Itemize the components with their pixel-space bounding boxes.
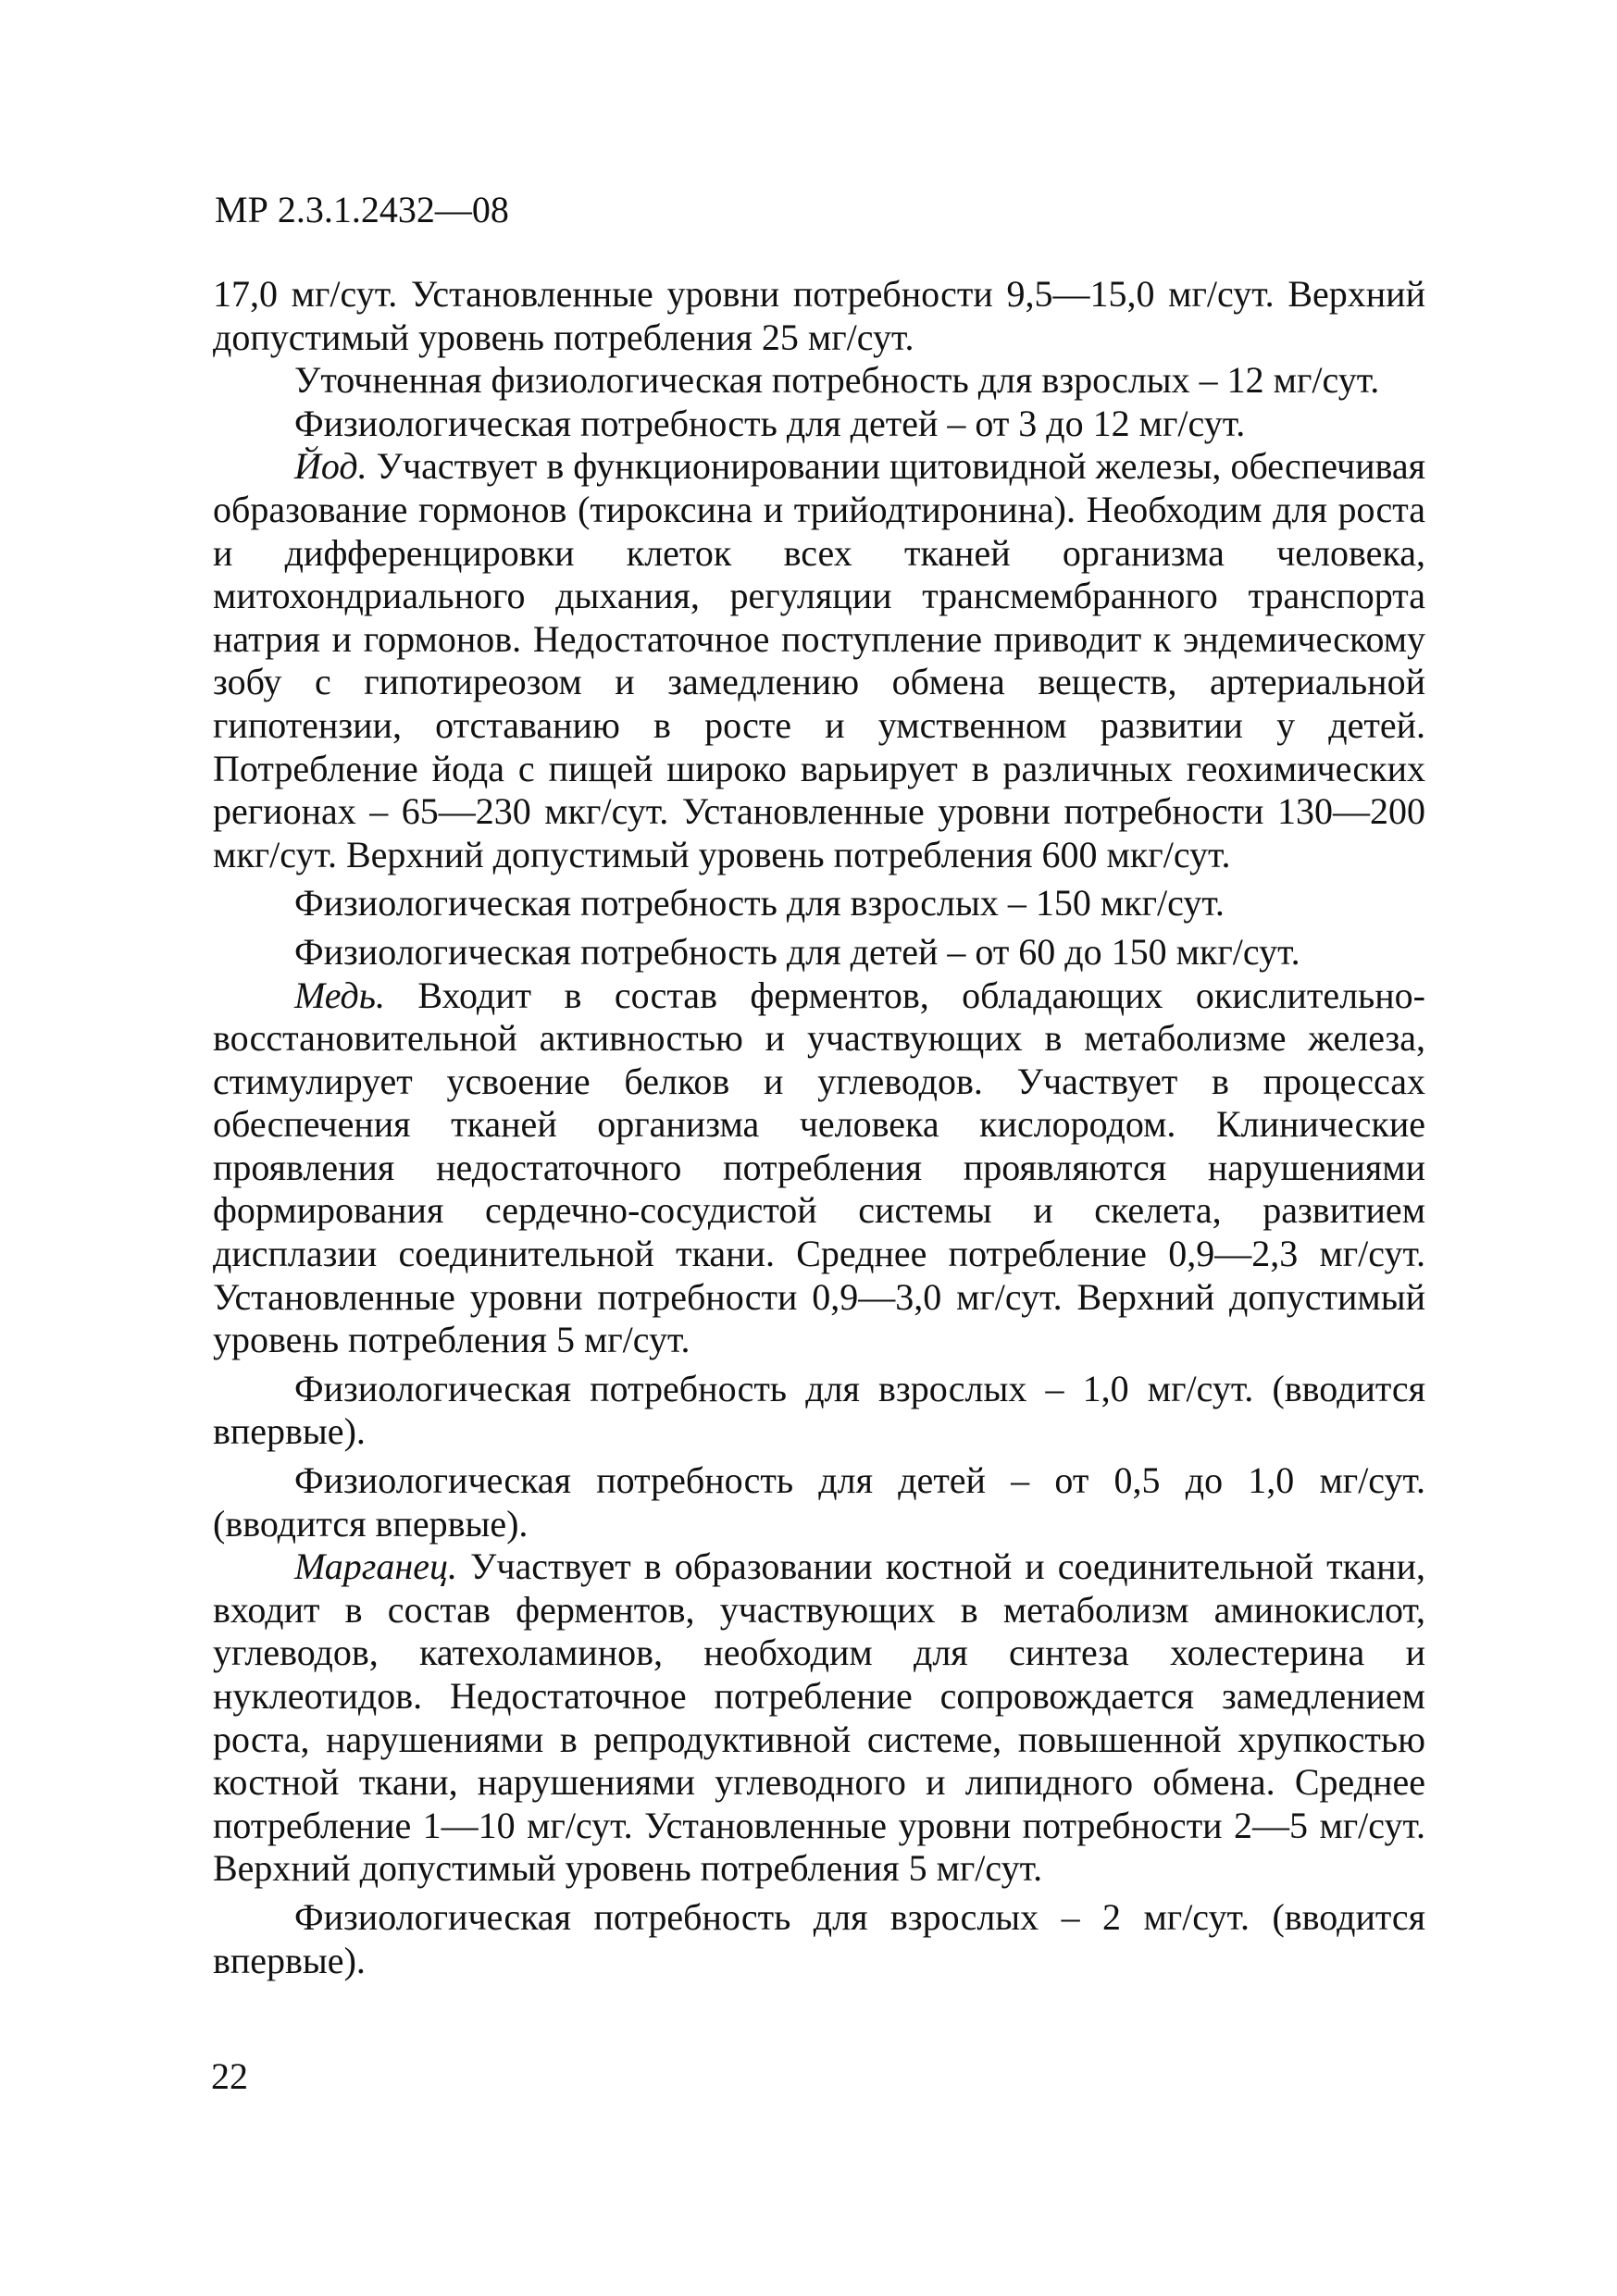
- paragraph-text: Участвует в образовании костной и соединительной ткани, входит в состав ферментов, участвующих в метаболизм аминокислот, углеводов, катехоламинов, необходим для синтеза холестерина и нуклеотидов. Недостаточное потребление сопровождается замедлением роста, нарушениями в репродуктивной системе, повышенной хрупкостью костной ткани, нарушениями углеводного и липидного обмена. Среднее потребление 1—10 мг/сут. Установленные уровни потребности 2—5 мг/сут. Верхний допустимый уровень потребления 5 мг/сут.: [213, 1545, 1425, 1890]
- paragraph-text: Участвует в функционировании щитовидной железы, обеспечивая образование гормонов (тироксина и трийодтиронина). Необходим для роста и дифференцировки клеток всех тканей организма человека, митохондриального дыхания, регуляции трансмембранного транспорта натрия и гормонов. Недостаточное поступление приводит к эндемическому зобу с гипотиреозом и замедлению обмена веществ, артериальной гипотензии, отставанию в росте и умственном развитии у детей. Потребление йода с пищей широко варьирует в различных геохимических регионах – 65—230 мкг/сут. Установленные уровни потребности 130—200 мкг/сут. Верхний допустимый уровень потребления 600 мкг/сут.: [213, 445, 1425, 875]
- paragraph-text: Физиологическая потребность для детей – от 3 до 12 мг/сут.: [294, 402, 1246, 444]
- paragraph-iodine: [213, 445, 1425, 876]
- topic-heading-iodine: Йод.: [294, 445, 367, 488]
- paragraph-text: Уточненная физиологическая потребность для взрослых – 12 мг/сут.: [294, 359, 1380, 402]
- paragraph-text: Физиологическая потребность для взрослых – 150 мкг/сут.: [294, 882, 1225, 925]
- paragraph-manganese-adults: [213, 1896, 1425, 1982]
- paragraph-copper: [213, 974, 1425, 1362]
- paragraph-text: 17,0 мг/сут. Установленные уровни потребности 9,5—15,0 мг/сут. Верхний допустимый уровень потребления 25 мг/сут.: [213, 273, 1425, 358]
- paragraph-text: Физиологическая потребность для взрослых – 2 мг/сут. (вводится впервые).: [213, 1895, 1425, 1981]
- page-number: 22: [211, 2055, 248, 2097]
- paragraph-copper-adults: [213, 1368, 1425, 1454]
- paragraph-continuation: [213, 273, 1425, 359]
- document-code-header: МР 2.3.1.2432—08: [215, 189, 509, 230]
- paragraph-zinc-children: [213, 403, 1425, 446]
- paragraph-text: Входит в состав ферментов, обладающих окислительно-восстановительной активностью и участвующих в метаболизме железа, стимулирует усвоение белков и углеводов. Участвует в процессах обеспечения тканей организма человека кислородом. Клинические проявления недостаточного потребления проявляются нарушениями формирования сердечно-сосудистой системы и скелета, развитием дисплазии соединительной ткани. Среднее потребление 0,9—2,3 мг/сут. Установленные уровни потребности 0,9—3,0 мг/сут. Верхний допустимый уровень потребления 5 мг/сут.: [213, 974, 1425, 1361]
- paragraph-iodine-adults: [213, 882, 1425, 925]
- paragraph-zinc-adults: [213, 359, 1425, 403]
- topic-heading-manganese: Марганец.: [294, 1545, 457, 1588]
- paragraph-text: Физиологическая потребность для взрослых – 1,0 мг/сут. (вводится впервые).: [213, 1367, 1425, 1453]
- paragraph-manganese: [213, 1545, 1425, 1891]
- paragraph-text: Физиологическая потребность для детей – от 60 до 150 мкг/сут.: [294, 930, 1300, 973]
- paragraph-iodine-children: [213, 931, 1425, 974]
- paragraph-copper-children: [213, 1459, 1425, 1545]
- topic-heading-copper: Медь.: [294, 974, 385, 1016]
- body-text: [213, 273, 1425, 1982]
- paragraph-text: Физиологическая потребность для детей – от 0,5 до 1,0 мг/сут. (вводится впервые).: [213, 1459, 1425, 1545]
